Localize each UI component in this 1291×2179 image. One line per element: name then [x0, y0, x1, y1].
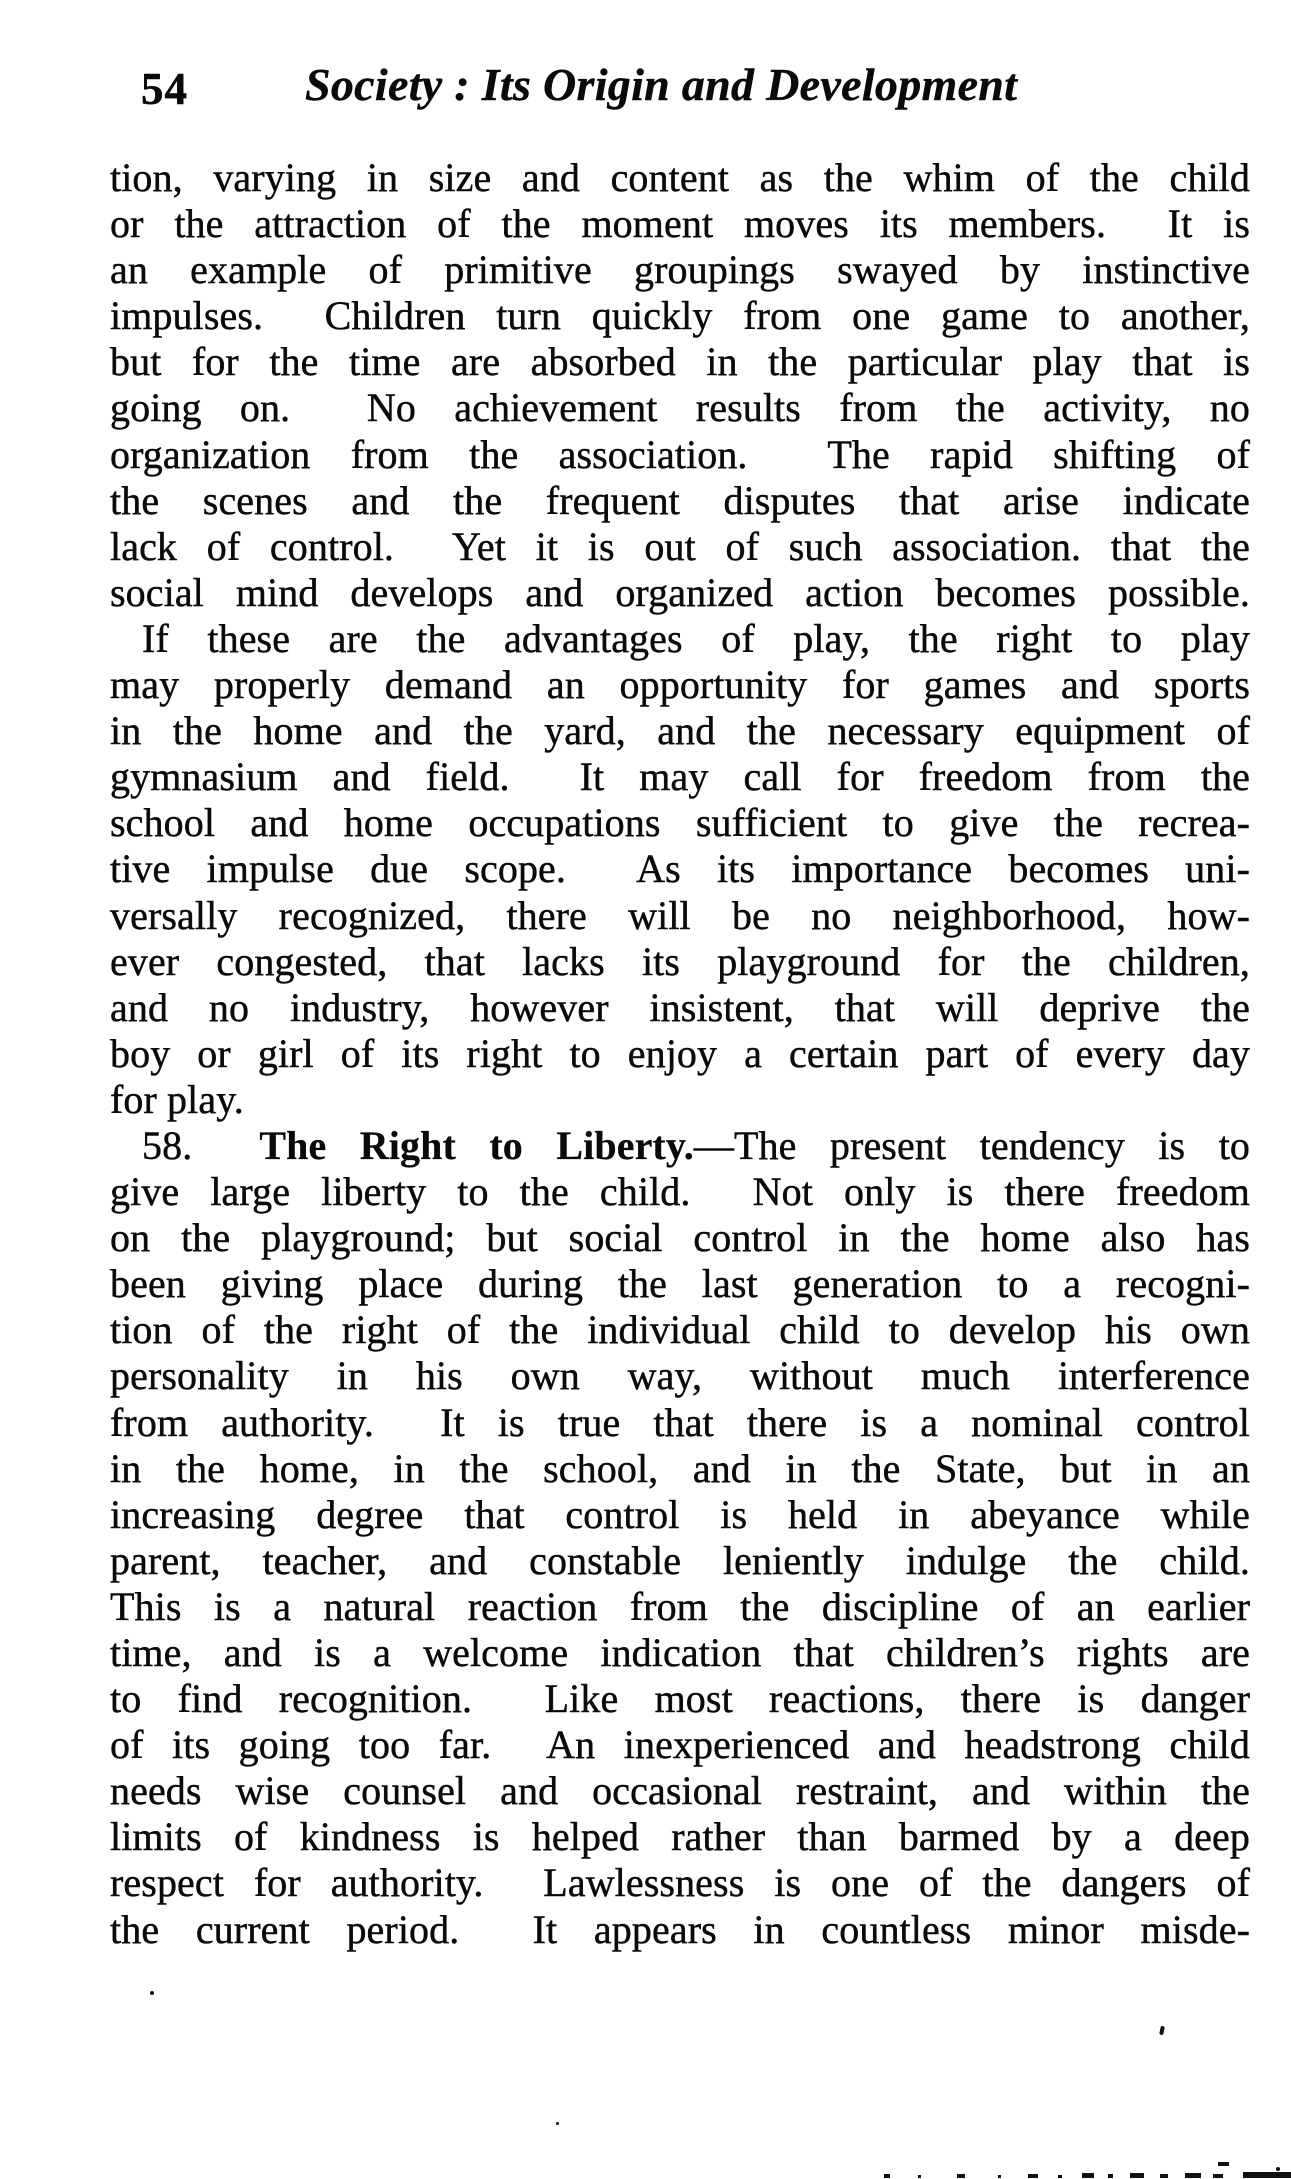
scan-speck	[1218, 2162, 1229, 2166]
text-line: impulses. Children turn quickly from one game to another,	[110, 293, 1250, 339]
text-line: limits of kindness is helped rather than barmed by a deep	[110, 1814, 1250, 1860]
running-head-title: Society : Its Origin and Development	[305, 59, 1018, 110]
scan-speck	[1276, 2167, 1280, 2171]
scan-edge-fragment	[1058, 2175, 1062, 2178]
scan-speck	[1159, 2026, 1165, 2036]
text-line: may properly demand an opportunity for games and sports	[110, 662, 1250, 708]
text-line: boy or girl of its right to enjoy a certain part of every day	[110, 1030, 1250, 1076]
text-segment: —The present tendency is to	[693, 1122, 1251, 1168]
text-line: to find recognition. Like most reactions, there is danger	[110, 1676, 1250, 1722]
text-line: respect for authority. Lawlessness is one of the dangers of	[110, 1860, 1250, 1906]
text-line: gymnasium and field. It may call for freedom from the	[110, 754, 1250, 800]
scan-edge-fragment	[1108, 2174, 1113, 2178]
text-line: an example of primitive groupings swayed by instinctive	[110, 247, 1250, 293]
text-line: ever congested, that lacks its playground for the children,	[110, 938, 1250, 984]
body-text	[110, 155, 1250, 1953]
text-line: increasing degree that control is held in abeyance while	[110, 1491, 1250, 1537]
text-line: This is a natural reaction from the discipline of an earlier	[110, 1583, 1250, 1629]
scan-edge-fragment	[918, 2175, 921, 2178]
text-line: in the home and the yard, and the necessary equipment of	[110, 708, 1250, 754]
text-line: personality in his own way, without much interference	[110, 1353, 1250, 1399]
text-line: tion, varying in size and content as the whim of the child	[110, 155, 1250, 200]
page-number: 54	[141, 64, 188, 114]
scan-edge-fragment	[1243, 2172, 1291, 2178]
text-line: social mind develops and organized action becomes possible.	[110, 569, 1250, 615]
text-line: versally recognized, there will be no neighborhood, how-	[110, 892, 1250, 938]
section-heading: The Right to Liberty.	[259, 1122, 694, 1168]
text-line	[110, 1123, 1250, 1169]
text-line: school and home occupations sufficient to give the recrea-	[110, 800, 1250, 846]
text-line: been giving place during the last generation to a recogni-	[110, 1261, 1250, 1307]
text-line: organization from the association. The rapid shifting of	[110, 431, 1250, 477]
text-line: the scenes and the frequent disputes that arise indicate	[110, 477, 1250, 523]
text-line: tion of the right of the individual child to develop his own	[110, 1307, 1250, 1353]
text-line: the current period. It appears in countless minor misde-	[110, 1906, 1250, 1952]
scan-speck	[556, 2122, 559, 2125]
scan-edge-fragment	[1082, 2173, 1094, 2178]
text-line: time, and is a welcome indication that children’s rights are	[110, 1630, 1250, 1675]
text-segment: 58.	[142, 1122, 260, 1168]
text-line: or the attraction of the moment moves its members. It is	[110, 201, 1250, 247]
scan-edge-fragment	[1028, 2174, 1038, 2178]
text-line: tive impulse due scope. As its importance becomes uni-	[110, 846, 1250, 892]
scan-edge-fragment	[1130, 2173, 1144, 2178]
text-line: in the home, in the school, and in the State, but in an	[110, 1445, 1250, 1491]
text-line: for play.	[110, 1076, 244, 1122]
text-line: needs wise counsel and occasional restraint, and within the	[110, 1768, 1250, 1814]
text-line: of its going too far. An inexperienced and headstrong child	[110, 1722, 1250, 1768]
text-line: but for the time are absorbed in the particular play that is	[110, 339, 1250, 385]
text-line: If these are the advantages of play, the right to play	[142, 615, 1250, 661]
scan-edge-fragment	[1185, 2173, 1201, 2178]
scan-edge-fragment	[884, 2174, 890, 2178]
text-line: lack of control. Yet it is out of such association. that the	[110, 523, 1250, 569]
text-line: from authority. It is true that there is a nominal control	[110, 1399, 1250, 1445]
text-line: and no industry, however insistent, that will deprive the	[110, 984, 1250, 1030]
text-line: give large liberty to the child. Not only is there freedom	[110, 1169, 1250, 1215]
scan-edge-fragment	[1213, 2174, 1223, 2178]
text-line: going on. No achievement results from the activity, no	[110, 385, 1250, 431]
scan-edge-fragment	[1160, 2174, 1168, 2178]
scan-edge-fragment	[957, 2174, 965, 2178]
scan-speck	[150, 1991, 154, 1995]
text-line: parent, teacher, and constable leniently indulge the child.	[110, 1537, 1250, 1583]
scan-edge-fragment	[998, 2175, 1001, 2178]
text-line: on the playground; but social control in the home also has	[110, 1215, 1250, 1261]
